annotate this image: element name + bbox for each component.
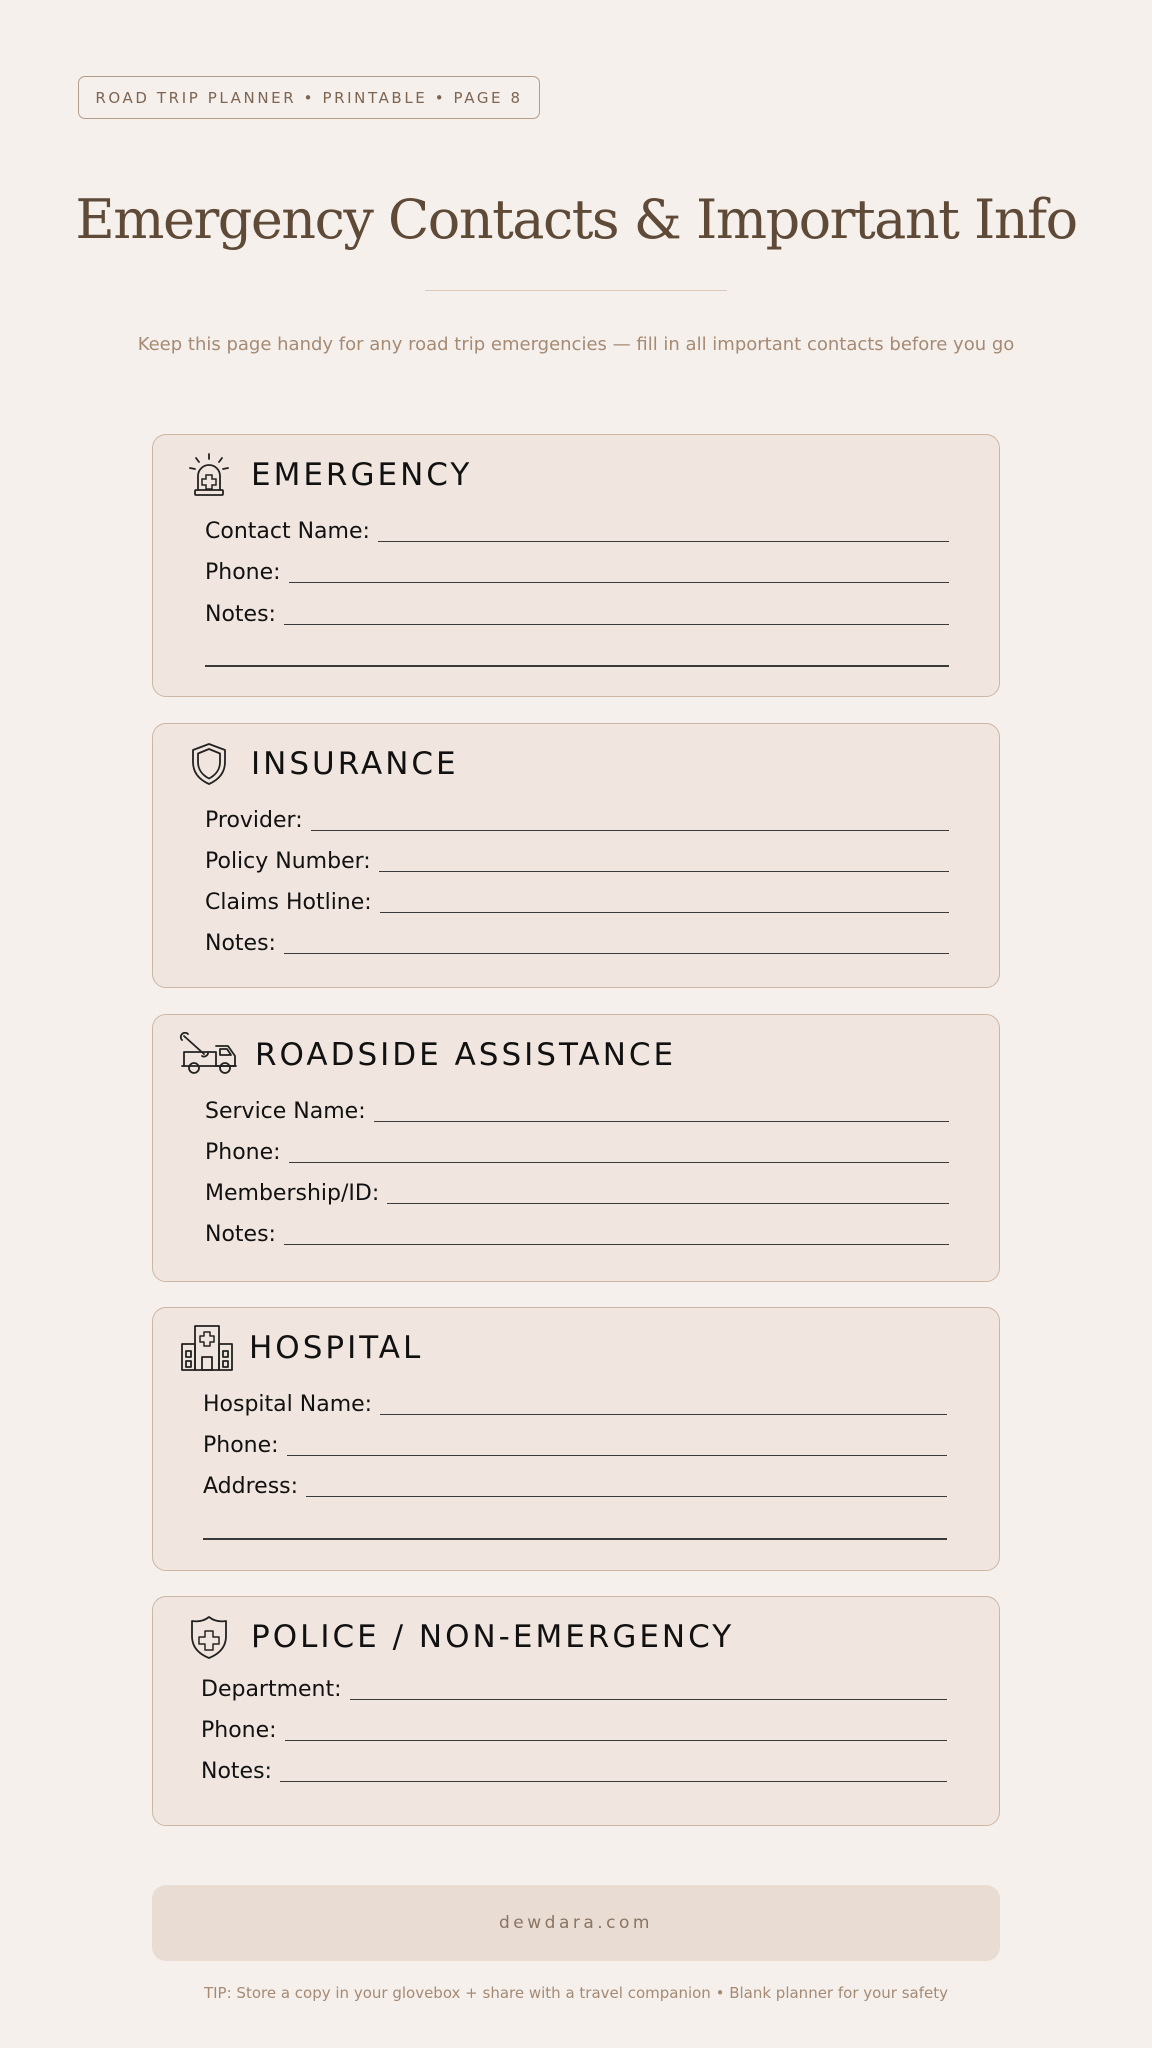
police-card-header xyxy=(179,1611,734,1663)
hospital-title: HOSPITAL xyxy=(249,1330,424,1366)
claims-hotline-field[interactable] xyxy=(205,886,949,916)
footer-site-bar xyxy=(152,1885,1000,1961)
write-line xyxy=(374,1121,949,1123)
write-line xyxy=(380,912,949,914)
roadside-assistance-card xyxy=(152,1014,1000,1282)
write-line xyxy=(311,830,949,832)
emergency-title: EMERGENCY xyxy=(251,457,473,493)
provider-field[interactable] xyxy=(205,804,949,834)
roadside-title: ROADSIDE ASSISTANCE xyxy=(255,1037,677,1073)
phone-field[interactable] xyxy=(205,1136,949,1166)
field-label: Claims Hotline: xyxy=(205,890,372,915)
page-title: Emergency Contacts & Important Info xyxy=(75,188,1077,251)
field-label: Department: xyxy=(201,1677,342,1702)
department-field[interactable] xyxy=(201,1673,947,1703)
write-line xyxy=(380,1414,947,1416)
siren-icon xyxy=(179,449,239,501)
write-line xyxy=(379,871,949,873)
footer-tip: TIP: Store a copy in your glovebox + share with a travel companion • Blank planner for your safety xyxy=(203,1984,949,2002)
emergency-card xyxy=(152,434,1000,697)
page-tag: ROAD TRIP PLANNER • PRINTABLE • PAGE 8 xyxy=(78,76,540,119)
field-label: Hospital Name: xyxy=(203,1392,373,1417)
write-line xyxy=(284,953,949,955)
insurance-card xyxy=(152,723,1000,988)
field-label: Contact Name: xyxy=(205,519,370,544)
write-line xyxy=(387,1203,949,1205)
phone-field[interactable] xyxy=(201,1714,947,1744)
address-field[interactable] xyxy=(203,1470,947,1500)
field-label: Service Name: xyxy=(205,1099,366,1124)
police-card xyxy=(152,1596,1000,1826)
tow-truck-icon xyxy=(175,1029,243,1081)
hospital-name-field[interactable] xyxy=(203,1388,947,1418)
notes-extra-line[interactable] xyxy=(205,665,949,667)
field-label: Provider: xyxy=(205,808,303,833)
hospital-card xyxy=(152,1307,1000,1571)
police-badge-icon xyxy=(179,1611,239,1663)
policy-number-field[interactable] xyxy=(205,845,949,875)
police-title: POLICE / NON-EMERGENCY xyxy=(251,1619,735,1655)
write-line xyxy=(280,1781,947,1783)
field-label: Phone: xyxy=(205,1140,281,1165)
address-extra-line[interactable] xyxy=(203,1538,947,1540)
write-line xyxy=(378,541,949,543)
hospital-icon xyxy=(177,1322,237,1374)
service-name-field[interactable] xyxy=(205,1095,949,1125)
emergency-card-header xyxy=(179,449,472,501)
field-label: Phone: xyxy=(203,1433,279,1458)
membership-id-field[interactable] xyxy=(205,1177,949,1207)
field-label: Phone: xyxy=(205,560,281,585)
write-line xyxy=(306,1496,947,1498)
field-label: Phone: xyxy=(201,1718,277,1743)
page-subtitle: Keep this page handy for any road trip emergencies — fill in all important contacts before you go xyxy=(137,334,1015,355)
roadside-card-header xyxy=(175,1029,676,1081)
contact-name-field[interactable] xyxy=(205,515,949,545)
field-label: Notes: xyxy=(205,1222,276,1247)
write-line xyxy=(284,1244,949,1246)
write-line xyxy=(350,1699,947,1701)
field-label: Membership/ID: xyxy=(205,1181,380,1206)
field-label: Policy Number: xyxy=(205,849,371,874)
notes-field[interactable] xyxy=(201,1755,947,1785)
write-line xyxy=(284,624,949,626)
site-url: dewdara.com xyxy=(499,1913,653,1933)
phone-field[interactable] xyxy=(205,556,949,586)
notes-field[interactable] xyxy=(205,927,949,957)
field-label: Notes: xyxy=(201,1759,272,1784)
hospital-card-header xyxy=(177,1322,423,1374)
phone-field[interactable] xyxy=(203,1429,947,1459)
field-label: Address: xyxy=(203,1474,299,1499)
write-line xyxy=(289,582,949,584)
insurance-card-header xyxy=(179,738,459,790)
notes-field[interactable] xyxy=(205,1218,949,1248)
field-label: Notes: xyxy=(205,602,276,627)
field-label: Notes: xyxy=(205,931,276,956)
write-line xyxy=(285,1740,947,1742)
insurance-title: INSURANCE xyxy=(251,746,459,782)
title-divider xyxy=(425,290,727,291)
write-line xyxy=(289,1162,949,1164)
write-line xyxy=(287,1455,947,1457)
shield-icon xyxy=(179,738,239,790)
notes-field[interactable] xyxy=(205,598,949,628)
